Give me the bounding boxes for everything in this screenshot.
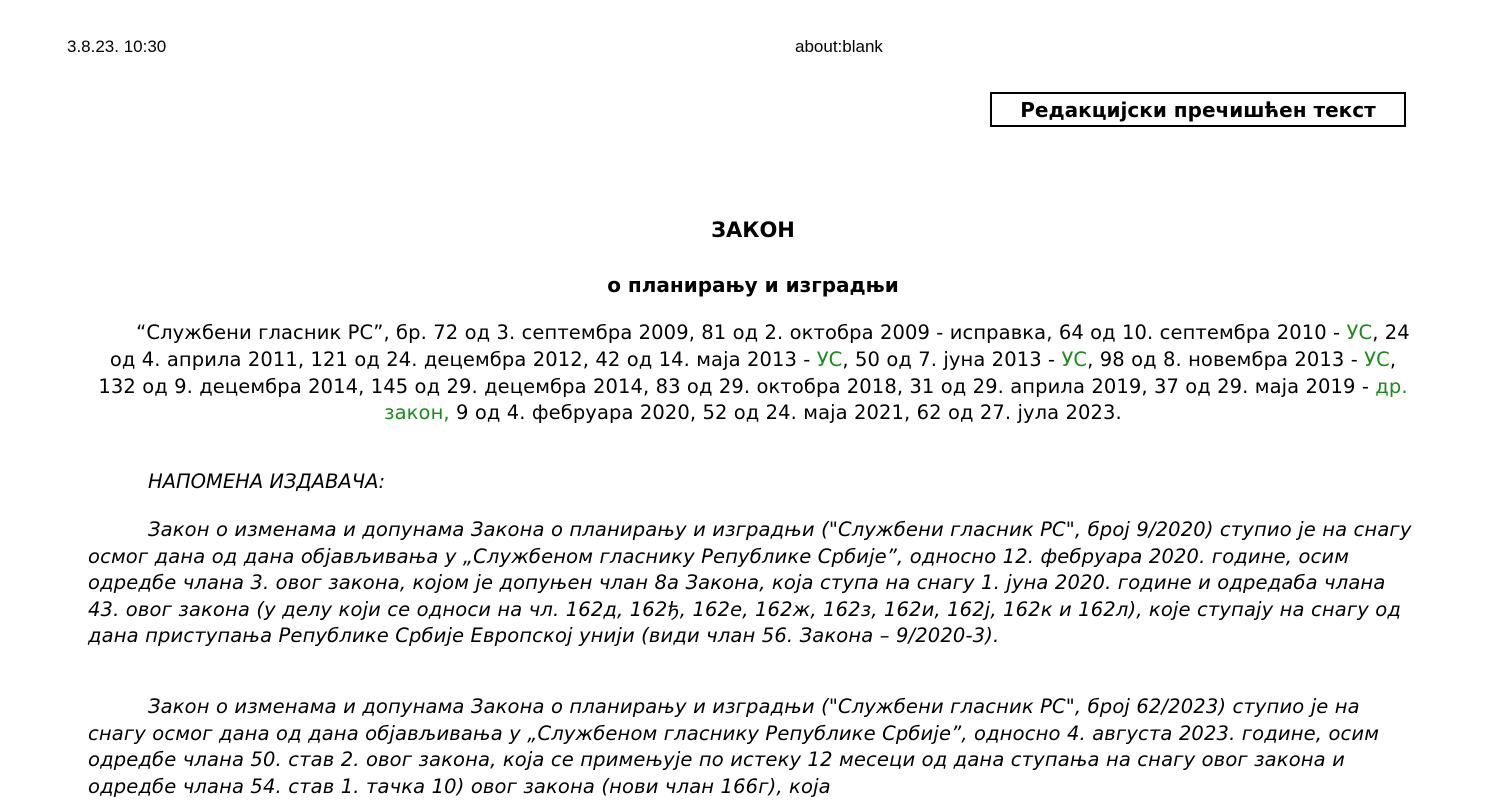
print-url: about:blank [795, 37, 883, 56]
amendment-link[interactable]: УС [1061, 347, 1088, 371]
gazette-text: “Службени гласник РС”, бр. 72 од 3. септембра 2009, 81 од 2. октобра 2009 - исправка, 64 од 10. септембра 2010 - [136, 321, 1347, 344]
gazette-text: 9 од 4. фебруара 2020, 52 од 24. маја 2021, 62 од 27. јула 2023. [449, 401, 1122, 425]
amendment-link[interactable]: УС [1364, 347, 1390, 371]
gazette-text: , 24 од 4. априла 2011, 121 од 24. децембра 2012, 42 од 14. маја 2013 - [109, 321, 1410, 371]
publisher-note-paragraph: Закон о изменама и допунама Закона о планирању и изградњи ("Службени гласник РС", број 62/2023) ступио је на снагу осмог дана од дана објављивања у „Службеном гласнику Републике Србије”, односно 4. августа 2023. године, осим одредбе члана 50. став 2. овог закона, која се примењује по истеку 12 месеци од дана ступања на снагу овог закона и одредбе члана 54. став 1. тачка 10) овог закона (нови члан 166г), која [88, 695, 1380, 798]
gazette-text: , 98 од 8. новембра 2013 - [1087, 347, 1365, 371]
print-date: 3.8.23. 10:30 [67, 37, 167, 56]
gazette-text: , 50 од 7. јуна 2013 - [842, 347, 1062, 371]
print-header [0, 37, 1500, 61]
amendment-link[interactable]: УС [1346, 321, 1373, 344]
gazette-references [88, 320, 1418, 427]
amendment-link[interactable]: др. закон, [384, 374, 1408, 425]
law-subtitle: о планирању и изградњи [607, 273, 899, 297]
gazette-text: , 132 од 9. децембра 2014, 145 од 29. децембра 2014, 83 од 29. октобра 2018, 31 од 29. априла 2019, 37 од 29. маја 2019 - [98, 347, 1397, 398]
publisher-note-paragraph: Закон о изменама и допунама Закона о планирању и изградњи ("Службени гласник РС", број 9/2020) ступио је на снагу осмог дана од дана објављивања у „Службеном гласнику Републике Србије”, односно 12. фебруара 2020. године, осим одредбе члана 3. овог закона, којом је допуњен члан 8а Закона, која ступа на снагу 1. јуна 2020. године и одредаба члана 43. овог закона (у делу који се односи на чл. 162д, 162ђ, 162е, 162ж, 162з, 162и, 162ј, 162к и 162л), које ступају на снагу од дана приступања Републике Србије Европској унији (види члан 56. Закона – 9/2020-3). [88, 518, 1412, 648]
law-title: ЗАКОН [711, 218, 795, 242]
publisher-note-heading: НАПОМЕНА ИЗДАВАЧА: [148, 470, 386, 493]
amendment-link[interactable]: УС [816, 347, 843, 371]
consolidated-text-badge: Редакцијски пречишћен текст [990, 92, 1406, 127]
